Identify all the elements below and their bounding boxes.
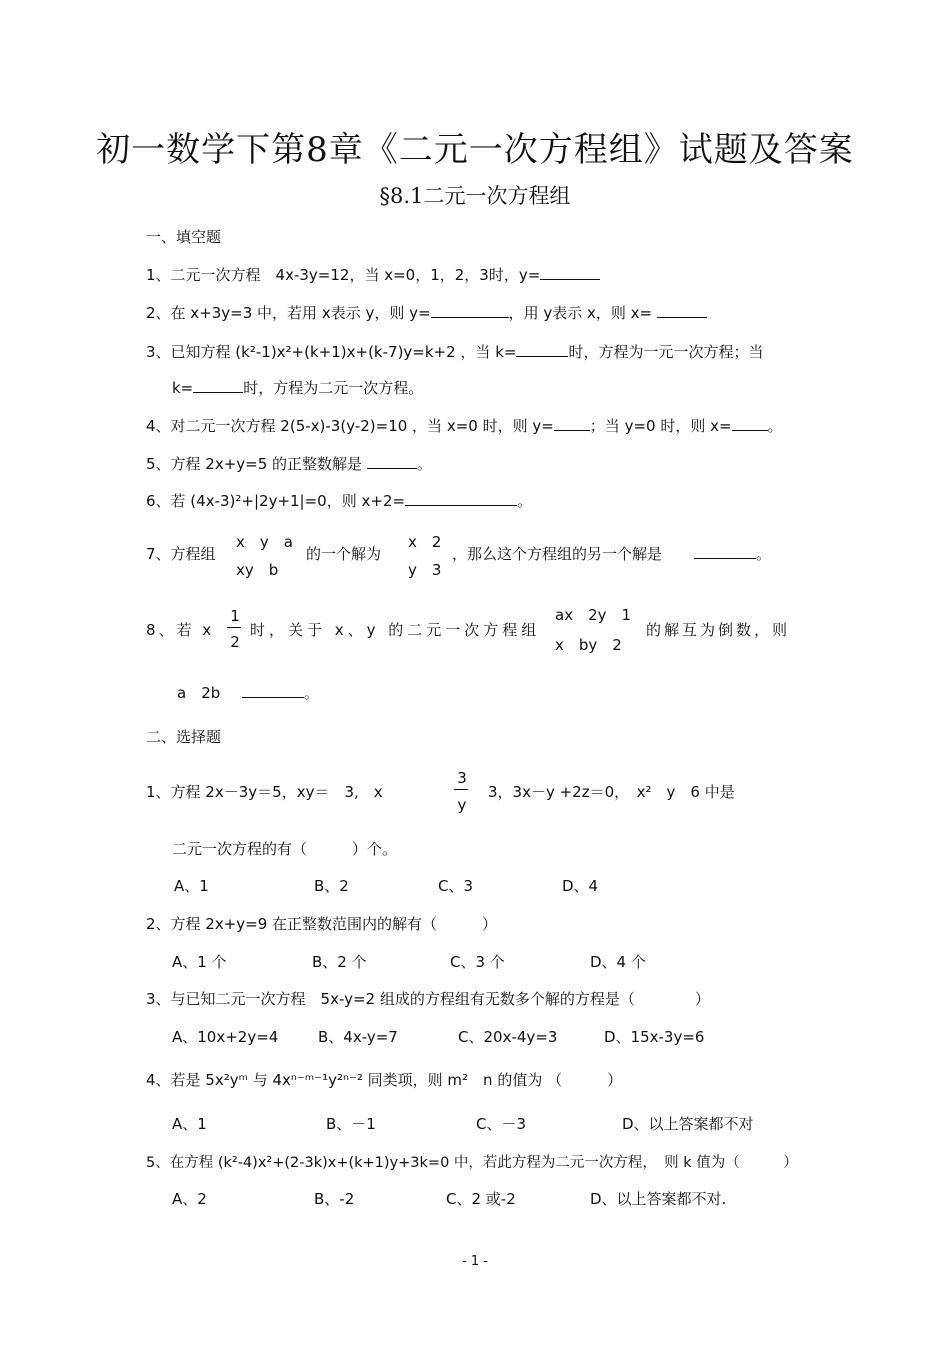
choice-q5-text: 5、在方程 (k²-4)x²+(2-3k)x+(k+1)y+3k=0 中，若此方程为二元一次方程， 则 k 值为（ ） [146,1155,798,1171]
choice-q3-text: 3、与已知二元一次方程 5x-y=2 组成的方程组有无数多个解的方程是（ ） [146,990,710,1008]
page-title: 初一数学下第8章《二元一次方程组》试题及答案 [96,130,854,170]
fraction-numerator: 3 [457,769,467,787]
fill-question-2 [146,302,707,323]
fill-q8-text-e: 。 [304,684,320,702]
fill-q7-text-b: 的一个解为 [306,545,382,563]
fill-question-5 [146,453,432,474]
fill-q7-answer [694,543,771,564]
page-number: - 1 - [462,1254,488,1269]
fraction-denominator: 2 [230,633,240,651]
option-c: C、2 或-2 [446,1190,516,1208]
answer-blank [405,491,517,506]
choice-q1-text-a: 1、方程 2x－3y＝5，xy＝ 3, x [146,783,383,801]
option-c: C、3 [438,877,474,895]
equation-system-line-1: x y a [236,533,293,551]
option-b: B、-2 [314,1190,355,1208]
fill-q3-text-c: k= [172,379,194,397]
fill-q5-text-b: 。 [416,455,432,473]
fraction-bar [454,789,468,790]
option-c: C、20x-4y=3 [458,1028,558,1046]
section-subtitle: §8.1二元一次方程组 [379,184,571,208]
fill-q1-text: 1、二元一次方程 4x-3y=12，当 x=0，1，2，3时，y= [146,266,541,284]
fill-q2-text-b: ，用 y表示 x，则 x= [508,304,653,322]
answer-blank [367,454,417,469]
fill-q3-text-a: 3、已知方程 (k²-1)x²+(k+1)x+(k-7)y=k+2 ，当 k= [146,343,517,361]
option-d: D、以上答案都不对. [590,1190,727,1208]
option-b: B、2 [314,877,349,895]
fill-q8-text-a: 8、若 x [146,621,215,639]
fill-q8-answer [242,682,319,703]
fill-question-6 [146,490,532,511]
equation-system-line-1: ax 2y 1 [555,606,632,624]
option-c: C、－3 [476,1115,527,1133]
fill-q7-text-a: 7、方程组 [146,545,216,563]
fill-q3-text-d: 时，方程为二元一次方程。 [243,379,424,397]
choice-q2-text: 2、方程 2x+y=9 在正整数范围内的解有（ ） [146,915,498,933]
fill-q8-expression: a 2b [177,684,221,702]
option-d: D、4 [562,877,599,895]
option-d: D、15x-3y=6 [604,1028,705,1046]
option-a: A、2 [172,1190,207,1208]
fraction-numerator: 1 [230,607,240,625]
option-a: A、1 个 [172,953,227,971]
choice-q1-text-b: 3，3x－y +2z＝0， x² y 6 中是 [488,783,735,801]
section-heading-choice: 二、选择题 [146,728,222,746]
solution-line-1: x 2 [408,533,442,551]
solution-line-2: y 3 [408,561,442,579]
answer-blank [540,265,600,280]
answer-blank [516,342,568,357]
fill-q7-text-d: 。 [756,545,772,563]
fill-q6-text-b: 。 [517,492,533,510]
fill-q8-text-b: 时，关于 x、y 的二元一次方程组 [250,621,541,639]
option-c: C、3 个 [450,953,505,971]
fill-question-1 [146,264,600,285]
fill-q4-text-a: 4、对二元一次方程 2(5-x)-3(y-2)=10 ，当 x=0 时，则 y= [146,417,554,435]
fill-question-3 [146,341,763,362]
option-d: D、以上答案都不对 [622,1115,754,1133]
answer-blank [732,416,768,431]
answer-blank [554,416,590,431]
answer-blank [242,683,304,698]
fill-q7-text-c: ，那么这个方程组的另一个解是 [452,545,663,563]
option-a: A、10x+2y=4 [172,1028,279,1046]
option-a: A、1 [172,1115,207,1133]
option-b: B、4x-y=7 [318,1028,398,1046]
option-d: D、4 个 [590,953,646,971]
fill-q8-text-c: 的解互为倒数，则 [646,621,791,639]
fraction-bar [227,627,241,628]
fill-q2-text-a: 2、在 x+3y=3 中，若用 x表示 y，则 y= [146,304,431,322]
answer-blank [193,378,243,393]
fill-question-3-cont [172,377,423,398]
fill-q5-text-a: 5、方程 2x+y=5 的正整数解是 [146,455,363,473]
fill-q4-text-c: 。 [767,417,783,435]
fill-q4-text-b: ；当 y=0 时，则 x= [589,417,732,435]
answer-blank [431,303,509,318]
fill-question-4 [146,415,783,436]
answer-blank [694,544,756,559]
option-b: B、2 个 [312,953,367,971]
option-a: A、1 [174,877,209,895]
fraction-denominator: y [457,796,467,814]
fill-q6-text-a: 6、若 (4x-3)²+|2y+1|=0，则 x+2= [146,492,406,510]
equation-system-line-2: x by 2 [555,636,622,654]
answer-blank [657,303,707,318]
option-b: B、－1 [326,1115,376,1133]
equation-system-line-2: xy b [236,561,279,579]
section-heading-fill: 一、填空题 [146,228,222,246]
fill-q3-text-b: 时，方程为一元一次方程；当 [568,343,764,361]
choice-q4-text: 4、若是 5x²yᵐ 与 4xⁿ⁻ᵐ⁻¹y²ⁿ⁻² 同类项，则 m² n 的值为 （ ） [146,1071,623,1089]
choice-q1-text-c: 二元一次方程的有（ ）个。 [172,840,398,858]
